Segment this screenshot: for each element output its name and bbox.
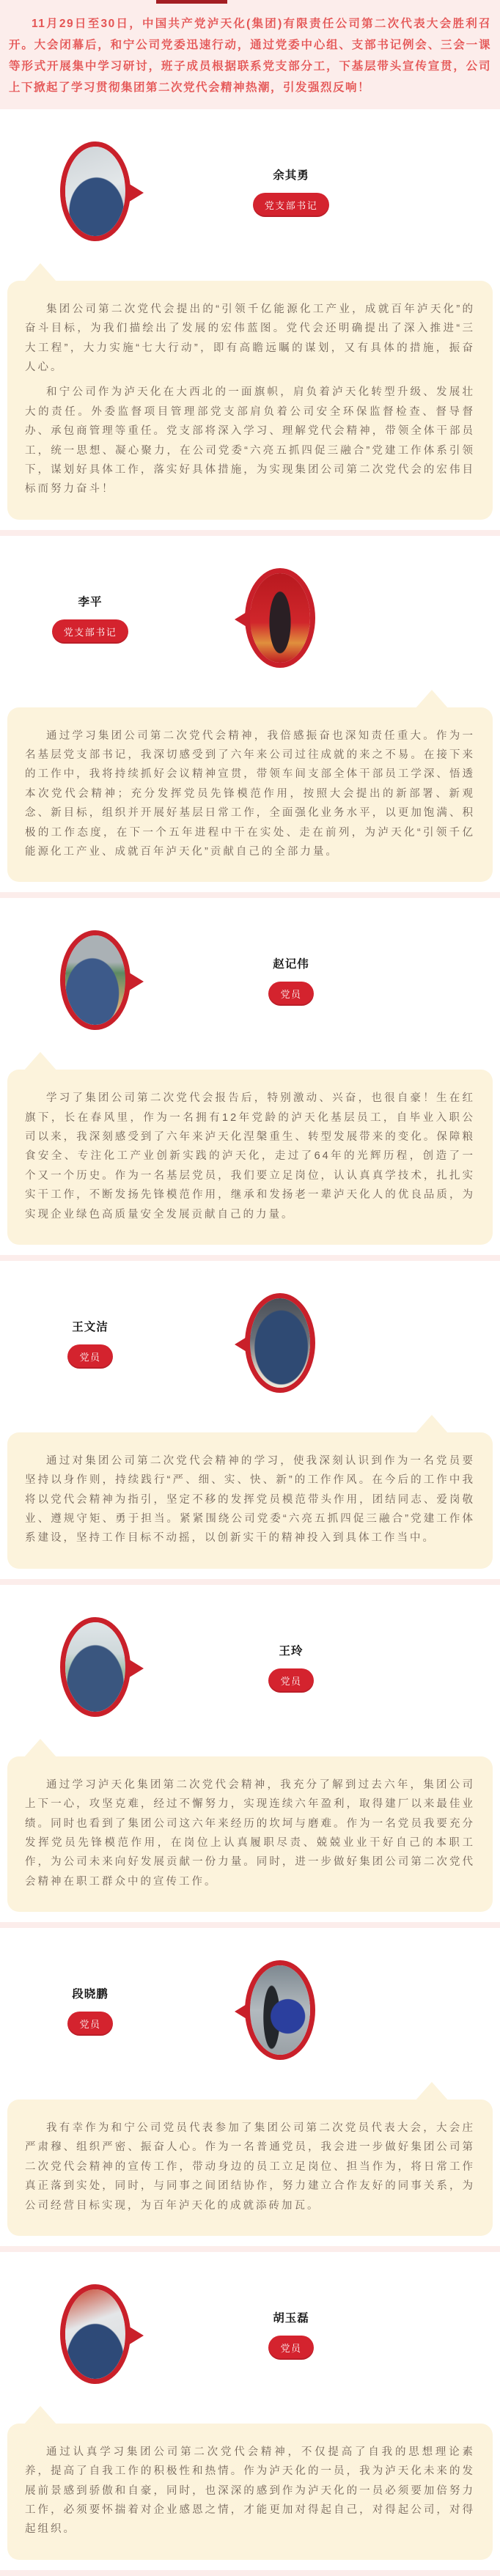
person-row: [0, 109, 500, 256]
quote-text: [25, 726, 475, 862]
avatar-ring: [245, 568, 315, 668]
person-row: [0, 1585, 500, 1732]
member-info: [236, 955, 346, 1006]
person-row: [0, 2252, 500, 2399]
avatar-photo-image: [65, 935, 125, 1025]
member-photo: [245, 1293, 318, 1396]
avatar-photo-image: [65, 1622, 125, 1712]
person-row: [0, 1928, 500, 2075]
member-role-badge: 党员: [268, 982, 313, 1006]
avatar-ring: [60, 2284, 130, 2384]
member-info: [35, 593, 145, 644]
member-section: [0, 536, 500, 893]
member-name: 李平: [78, 595, 103, 608]
quote-bubble: [7, 707, 493, 883]
member-section: [0, 2252, 500, 2570]
member-role-badge: 党员: [268, 2336, 313, 2360]
member-name: 王文洁: [72, 1320, 109, 1333]
member-info: [236, 2309, 346, 2360]
avatar-ring: [245, 1293, 315, 1393]
member-photo: [60, 930, 133, 1033]
quote-paragraph: 和宁公司作为泸天化在大西北的一面旗帜，肩负着泸天化转型升级、发展壮大的责任。外委监督项目管理部党支部肩负着公司安全环保监督检查、督导督办、承包商管理等重任。党支部将深入学习、理解党代会精神，带领全体干部员工，统一思想、凝心聚力，在公司党委“六亮五抓四促三融合”党建工作体系引领下，谋划好具体工作，落实好具体措施，为实现集团公司第二次党代会的宏伟目标而努力奋斗！: [25, 386, 475, 496]
quote-bubble: [7, 1432, 493, 1569]
avatar-ring: [60, 930, 130, 1030]
quote-paragraph: 通过认真学习集团公司第二次党代会精神，不仅提高了自我的思想理论素养，提高了自我工作的积极性和热情。作为泸天化的一员，我为泸天化未来的发展前景感到骄傲和自豪，同时，也深深的感到作为泸天化的一员必须要加倍努力工作，必须要怀揣着对企业感恩之情，才能更加对得起自己，对得起公司，对得起组织。: [25, 2446, 475, 2536]
quote-paragraph: 学习了集团公司第二次党代会报告后，特别激动、兴奋，也很自豪！生在红旗下，长在春风里，作为一名拥有12年党龄的泸天化基层员工，自毕业入职公司以来，我深刻感受到了六年来泸天化涅槃重生、转型发展带来的变化。保障粮食安全、专注化工产业创新实践的泸天化，走过了64年的光辉历程，创造了一个又一个历史。作为一名基层党员，我们要立足岗位，认认真真学技术，扎扎实实干工作，不断发扬先锋模范作用，继承和发扬老一辈泸天化人的优良品质，为实现企业绿色高质量安全发展贡献自己的力量。: [25, 1092, 475, 1221]
avatar-ring: [245, 1960, 315, 2060]
quote-paragraph: 集团公司第二次党代会提出的“引领千亿能源化工产业，成就百年泸天化”的奋斗目标，为我们描绘出了发展的宏伟蓝图。党代会还明确提出了深入推进“三大工程”，大力实施“七大行动”，即有高瞻远瞩的谋划，又有具体的措施，振奋人心。: [25, 303, 475, 374]
member-section: [0, 1261, 500, 1579]
member-photo: [60, 2284, 133, 2387]
quote-paragraph: 通过对集团公司第二次党代会精神的学习，使我深刻认识到作为一名党员要坚持以身作则，持续践行“严、细、实、快、新”的工作作风。在今后的工作中我将以党代会精神为指引，坚定不移的发挥党员模范带头作用，团结同志、爱岗敬业、遵规守矩、勇于担当。紧紧围绕公司党委“六亮五抓四促三融合”党建工作体系建设，坚持工作目标不动摇，以创新实干的精神投入到具体工作当中。: [25, 1454, 475, 1545]
member-section: [0, 1928, 500, 2246]
member-section: [0, 109, 500, 530]
quote-text: [25, 1775, 475, 1891]
quote-paragraph: 我有幸作为和宁公司党员代表参加了集团公司第二次党员代表大会，大会庄严肃穆、组织严密、振奋人心。作为一名普通党员，我会进一步做好集团公司第二次党代会精神的宣传工作，带动身边的员工立足岗位、担当作为，将日常工作真正落到实处，同时，与同事之间团结协作，努力建立合作友好的同事关系，为公司经营目标实现，为百年泸天化的成就添砖加瓦。: [25, 2122, 475, 2212]
avatar-photo-image: [65, 2289, 125, 2379]
quote-text: [25, 2443, 475, 2539]
quote-bubble: [7, 281, 493, 520]
member-photo: [60, 1617, 133, 1720]
member-name: 王玲: [279, 1644, 304, 1657]
member-info: [35, 1985, 145, 2036]
quote-bubble: [7, 1070, 493, 1245]
member-photo: [60, 141, 133, 244]
member-name: 胡玉磊: [273, 2311, 309, 2325]
member-section: [0, 898, 500, 1255]
member-info: [35, 1318, 145, 1369]
member-photo: [245, 568, 318, 671]
member-section: [0, 1585, 500, 1922]
member-role-badge: 党员: [268, 1668, 313, 1693]
avatar-photo-image: [250, 1298, 310, 1388]
quote-text: [25, 1451, 475, 1548]
quote-text: [25, 300, 475, 499]
quote-bubble: [7, 2100, 493, 2236]
member-photo: [245, 1960, 318, 2063]
member-role-badge: 党支部书记: [52, 619, 129, 644]
quote-bubble: [7, 1756, 493, 1912]
member-info: [236, 166, 346, 217]
member-name: 赵记伟: [273, 958, 309, 971]
quote-paragraph: 通过学习集团公司第二次党代会精神，我倍感振奋也深知责任重大。作为一名基层党支部书记，我深切感受到了六年来公司过往成就的来之不易。在接下来的工作中，我将持续抓好会议精神宣贯，带领车间支部全体干部员工学深、悟透本次党代会精神；充分发挥党员先锋模范作用，按照大会提出的新部署、新观念、新目标，组织并开展好基层日常工作，全面强化业务水平，以更加饱满、积极的工作态度，在下一个五年进程中干在实处、走在前列，为泸天化“引领千亿能源化工产业、成就百年泸天化”贡献自己的全部力量。: [25, 729, 475, 858]
article-header: [0, 0, 500, 109]
members-list: [0, 109, 500, 2570]
member-name: 段晓鹏: [72, 1988, 109, 2001]
avatar-ring: [60, 1617, 130, 1717]
person-row: [0, 898, 500, 1045]
member-role-badge: 党支部书记: [253, 193, 330, 217]
quote-text: [25, 1089, 475, 1224]
avatar-photo-image: [65, 147, 125, 236]
member-role-badge: 党员: [67, 1344, 112, 1369]
avatar-ring: [60, 141, 130, 241]
member-name: 余其勇: [273, 169, 309, 182]
avatar-photo-image: [250, 573, 310, 663]
member-role-badge: 党员: [67, 2012, 112, 2036]
quote-text: [25, 2119, 475, 2215]
person-row: [0, 536, 500, 682]
quote-bubble: [7, 2424, 493, 2560]
intro-paragraph: 11月29日至30日，中国共产党泸天化(集团)有限责任公司第二次代表大会胜利召开。大会闭幕后，和宁公司党委迅速行动，通过党委中心组、支部书记例会、三会一课等形式开展集中学习研讨，班子成员根据联系党支部分工，下基层带头宣传宣贯，公司上下掀起了学习贯彻集团第二次党代会精神热潮，引发强烈反响！: [9, 18, 491, 94]
avatar-photo-image: [250, 1965, 310, 2055]
member-info: [236, 1642, 346, 1693]
quote-paragraph: 通过学习泸天化集团第二次党代会精神，我充分了解到过去六年，集团公司上下一心，攻坚克难，经过不懈努力，实现连续六年盈利，取得建厂以来最佳业绩。同时也看到了集团公司这六年来经历的坎坷与磨难。作为一名党员我要充分发挥党员先锋模范作用，在岗位上认真履职尽责、兢兢业业干好自己的本职工作，为公司未来向好发展贡献一份力量。同时，进一步做好集团公司第二次党代会精神在职工群众中的宣传工作。: [25, 1778, 475, 1888]
person-row: [0, 1261, 500, 1407]
header-divider-bar: [156, 0, 227, 4]
